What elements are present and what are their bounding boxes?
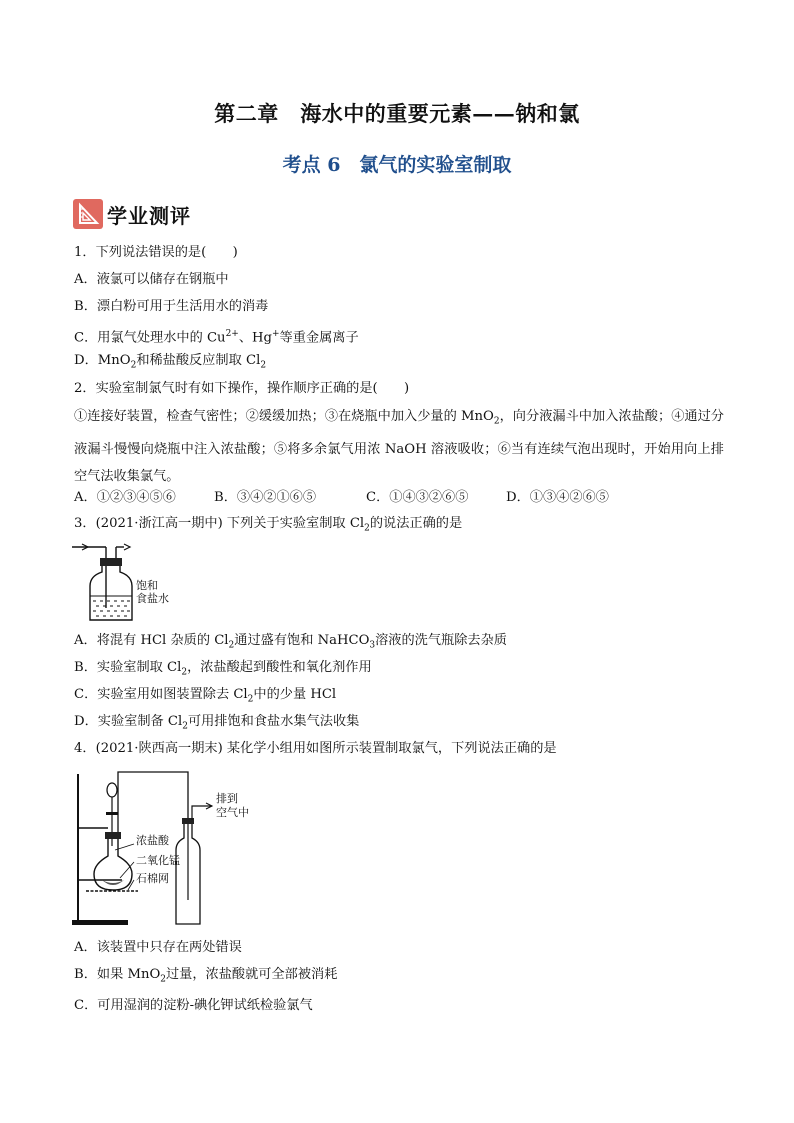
q1-option-a: A．液氯可以储存在钢瓶中: [74, 272, 229, 287]
q3-stem: 3．(2021·浙江高一期中) 下列关于实验室制取 $Cl_2$的说法正确的是: [74, 516, 463, 534]
ruler-triangle-icon: [73, 199, 103, 229]
banner-label: 学业测评: [107, 203, 191, 228]
section-banner: [73, 196, 191, 232]
q3-option-b: B．实验室制取 $Cl_2$，浓盐酸起到酸性和氧化剂作用: [74, 660, 372, 678]
chapter-title: 第二章 海水中的重要元素——钠和氯: [214, 101, 580, 126]
q3-option-a: A．将混有 HCl 杂质的 $Cl_2$通过盛有饱和 NaHCO$_3$溶液的洗气瓶除去杂质: [74, 633, 507, 651]
label-vent-1: 排到: [216, 792, 238, 805]
q2-option-d: D．①③④②⑥⑤: [506, 490, 609, 505]
q2-option-b: B．③④②①⑥⑤: [214, 490, 317, 505]
q4-stem: 4．(2021·陕西高一期末) 某化学小组用如图所示装置制取氯气，下列说法正确的是: [74, 741, 557, 756]
figure-label-saturated: 饱和: [136, 579, 158, 592]
q1-stem: 1．下列说法错误的是( ): [74, 245, 238, 260]
chlorine-apparatus-figure: [72, 770, 272, 928]
q4-option-b: B．如果 MnO$_2$过量，浓盐酸就可全部被消耗: [74, 967, 338, 985]
label-vent-2: 空气中: [216, 806, 249, 819]
q4-option-a: A．该装置中只存在两处错误: [74, 940, 242, 955]
figure-label-brine: 食盐水: [136, 592, 169, 605]
q3-option-d: D．实验室制备 $Cl_2$可用排饱和食盐水集气法收集: [74, 714, 360, 732]
q1-option-d: D．MnO$_2$和稀盐酸反应制取 $Cl_2$: [74, 353, 267, 371]
q1-option-c: C．用氯气处理水中的 $Cu^{2+}$、Hg+等重金属离子: [74, 329, 359, 346]
q2-stem: 2．实验室制氯气时有如下操作，操作顺序正确的是( ): [74, 381, 410, 396]
q2-option-c: C．①④③②⑥⑤: [366, 490, 469, 505]
wash-bottle-figure: [72, 540, 192, 624]
q2-options: [74, 486, 734, 506]
label-asbestos-gauze: 石棉网: [136, 872, 169, 885]
q2-body: ①连接好装置，检查气密性；②缓缓加热；③在烧瓶中加入少量的 MnO$_2$，向分液漏斗中加入浓盐酸；④通过分液漏斗慢慢向烧瓶中注入浓盐酸；⑤将多余氯气用浓 NaOH 溶液吸收；⑥当有连续气泡出现时，开始用向上排空气法收集氯气。: [74, 409, 724, 484]
q3-option-c: C．实验室用如图装置除去 $Cl_2$中的少量 HCl: [74, 687, 337, 705]
q2-option-a: A．①②③④⑤⑥: [74, 490, 176, 505]
label-conc-hcl: 浓盐酸: [136, 834, 169, 847]
section-title: 考点 6 氯气的实验室制取: [282, 154, 512, 176]
q1-option-b: B．漂白粉可用于生活用水的消毒: [74, 299, 269, 314]
q4-option-c: C．可用湿润的淀粉-碘化钾试纸检验氯气: [74, 998, 313, 1013]
label-mno2: 二氧化锰: [136, 854, 180, 867]
